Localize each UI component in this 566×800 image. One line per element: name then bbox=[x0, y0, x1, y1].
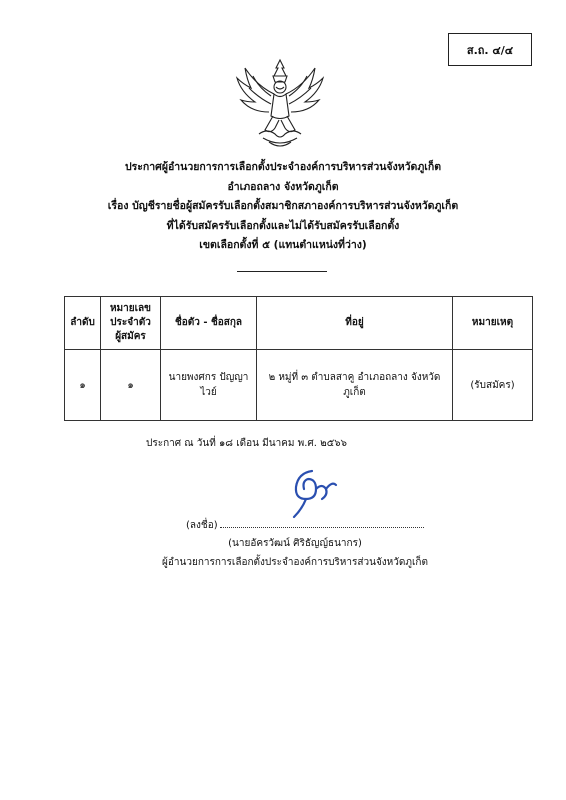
header-line-2: อำเภอถลาง จังหวัดภูเก็ต bbox=[227, 180, 339, 193]
signer-name: (นายอัครวัฒน์ ศิริธัญญ์ธนากร) bbox=[228, 538, 362, 549]
sign-label: (ลงชื่อ) bbox=[186, 520, 218, 531]
header-line-4: ที่ได้รับสมัครรับเลือกตั้งและไม่ได้รับสมัครรับเลือกตั้ง bbox=[166, 219, 400, 232]
handwritten-signature bbox=[282, 465, 342, 521]
cell-no: ๑ bbox=[65, 350, 101, 421]
signer-title: ผู้อำนวยการการเลือกตั้งประจำองค์การบริหารส่วนจังหวัดภูเก็ต bbox=[162, 557, 428, 568]
candidate-table bbox=[64, 296, 533, 421]
header-candidate-id bbox=[101, 297, 161, 350]
signature-line bbox=[186, 517, 424, 533]
cell-address: ๒ หมู่ที่ ๓ ตำบลสาคู อำเภอถลาง จังหวัดภูเก็ต bbox=[257, 350, 453, 421]
announcement-header bbox=[60, 158, 506, 256]
header-id-line-3: ผู้สมัคร bbox=[115, 331, 146, 342]
table-row bbox=[65, 350, 533, 421]
header-line-3: เรื่อง บัญชีรายชื่อผู้สมัครรับเลือกตั้งสมาชิกสภาองค์การบริหารส่วนจังหวัดภูเก็ต bbox=[107, 200, 459, 212]
cell-name: นายพงศกร ปัญญาไวย์ bbox=[161, 350, 257, 421]
header-id-line-1: หมายเลข bbox=[109, 303, 152, 314]
form-code-box bbox=[448, 33, 532, 66]
header-divider bbox=[237, 271, 327, 272]
cell-candidate-id: ๑ bbox=[101, 350, 161, 421]
header-id-line-2: ประจำตัว bbox=[110, 317, 151, 328]
header-no: ลำดับ bbox=[65, 297, 101, 350]
announcement-date: ประกาศ ณ วันที่ ๑๘ เดือน มีนาคม พ.ศ. ๒๕๖๖ bbox=[146, 438, 347, 449]
header-name: ชื่อตัว - ชื่อสกุล bbox=[161, 297, 257, 350]
table-header-row bbox=[65, 297, 533, 350]
header-line-5: เขตเลือกตั้งที่ ๕ (แทนตำแหน่งที่ว่าง) bbox=[199, 239, 367, 251]
header-line-1: ประกาศผู้อำนวยการการเลือกตั้งประจำองค์การบริหารส่วนจังหวัดภูเก็ต bbox=[124, 161, 442, 173]
form-code: ส.ถ. ๔/๔ bbox=[466, 43, 514, 57]
cell-remark: (รับสมัคร) bbox=[453, 350, 533, 421]
header-address: ที่อยู่ bbox=[257, 297, 453, 350]
header-remark: หมายเหตุ bbox=[453, 297, 533, 350]
signature-dotted-line bbox=[220, 517, 424, 528]
garuda-emblem-icon bbox=[233, 58, 327, 150]
